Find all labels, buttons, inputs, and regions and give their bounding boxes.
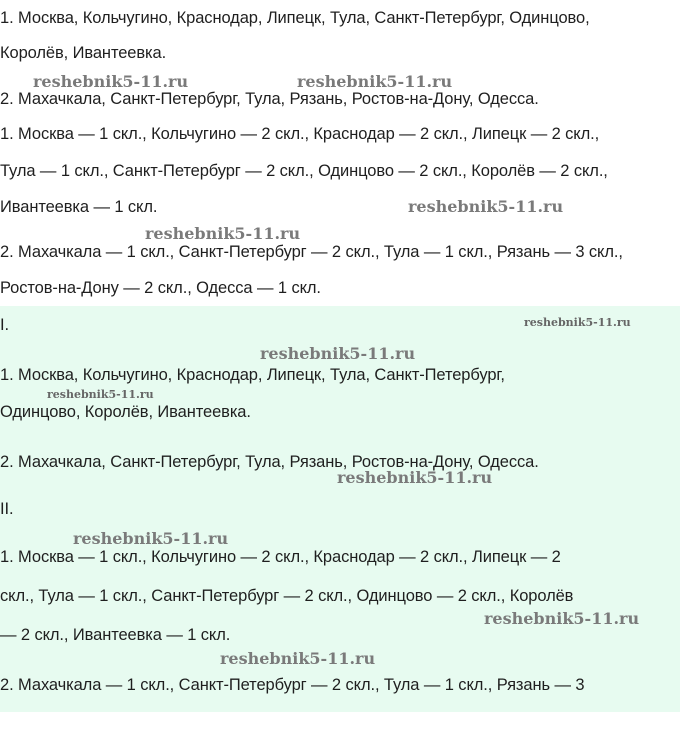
text-line: Ростов-на-Дону — 2 скл., Одесса — 1 скл. <box>0 279 321 297</box>
text-line: 1. Москва — 1 скл., Кольчугино — 2 скл., Краснодар — 2 скл., Липецк — 2 <box>0 548 561 566</box>
text-line: Тула — 1 скл., Санкт-Петербург — 2 скл., Одинцово — 2 скл., Королёв — 2 скл., <box>0 162 608 180</box>
watermark: reshebnik5-11.ru <box>145 224 301 243</box>
watermark: reshebnik5-11.ru <box>408 197 564 216</box>
text-line: 1. Москва — 1 скл., Кольчугино — 2 скл., Краснодар — 2 скл., Липецк — 2 скл., <box>0 125 600 143</box>
text-line: Королёв, Ивантеевка. <box>0 44 167 62</box>
text-line: 2. Махачкала — 1 скл., Санкт-Петербург — 2 скл., Тула — 1 скл., Рязань — 3 скл., <box>0 243 623 261</box>
text-line: 2. Махачкала — 1 скл., Санкт-Петербург — 2 скл., Тула — 1 скл., Рязань — 3 <box>0 676 585 694</box>
text-line: 2. Махачкала, Санкт-Петербург, Тула, Рязань, Ростов-на-Дону, Одесса. <box>0 90 539 108</box>
text-line: 1. Москва, Кольчугино, Краснодар, Липецк, Тула, Санкт-Петербург, <box>0 366 505 384</box>
watermark: reshebnik5-11.ru <box>260 344 416 363</box>
watermark: reshebnik5-11.ru <box>220 649 376 668</box>
text-line: 1. Москва, Кольчугино, Краснодар, Липецк, Тула, Санкт-Петербург, Одинцово, <box>0 9 590 27</box>
text-line: — 2 скл., Ивантеевка — 1 скл. <box>0 626 231 644</box>
watermark: reshebnik5-11.ru <box>33 72 189 91</box>
text-line: 2. Махачкала, Санкт-Петербург, Тула, Рязань, Ростов-на-Дону, Одесса. <box>0 453 539 471</box>
watermark: reshebnik5-11.ru <box>297 72 453 91</box>
section-heading: I. <box>0 316 9 334</box>
section-heading: II. <box>0 500 14 518</box>
text-line: скл., Тула — 1 скл., Санкт-Петербург — 2 скл., Одинцово — 2 скл., Королёв <box>0 587 574 605</box>
text-line: Одинцово, Королёв, Ивантеевка. <box>0 403 251 421</box>
watermark: reshebnik5-11.ru <box>524 316 631 329</box>
text-line: Ивантеевка — 1 скл. <box>0 198 158 216</box>
watermark: reshebnik5-11.ru <box>484 609 640 628</box>
watermark: reshebnik5-11.ru <box>73 529 229 548</box>
watermark: reshebnik5-11.ru <box>47 388 154 401</box>
watermark: reshebnik5-11.ru <box>337 468 493 487</box>
